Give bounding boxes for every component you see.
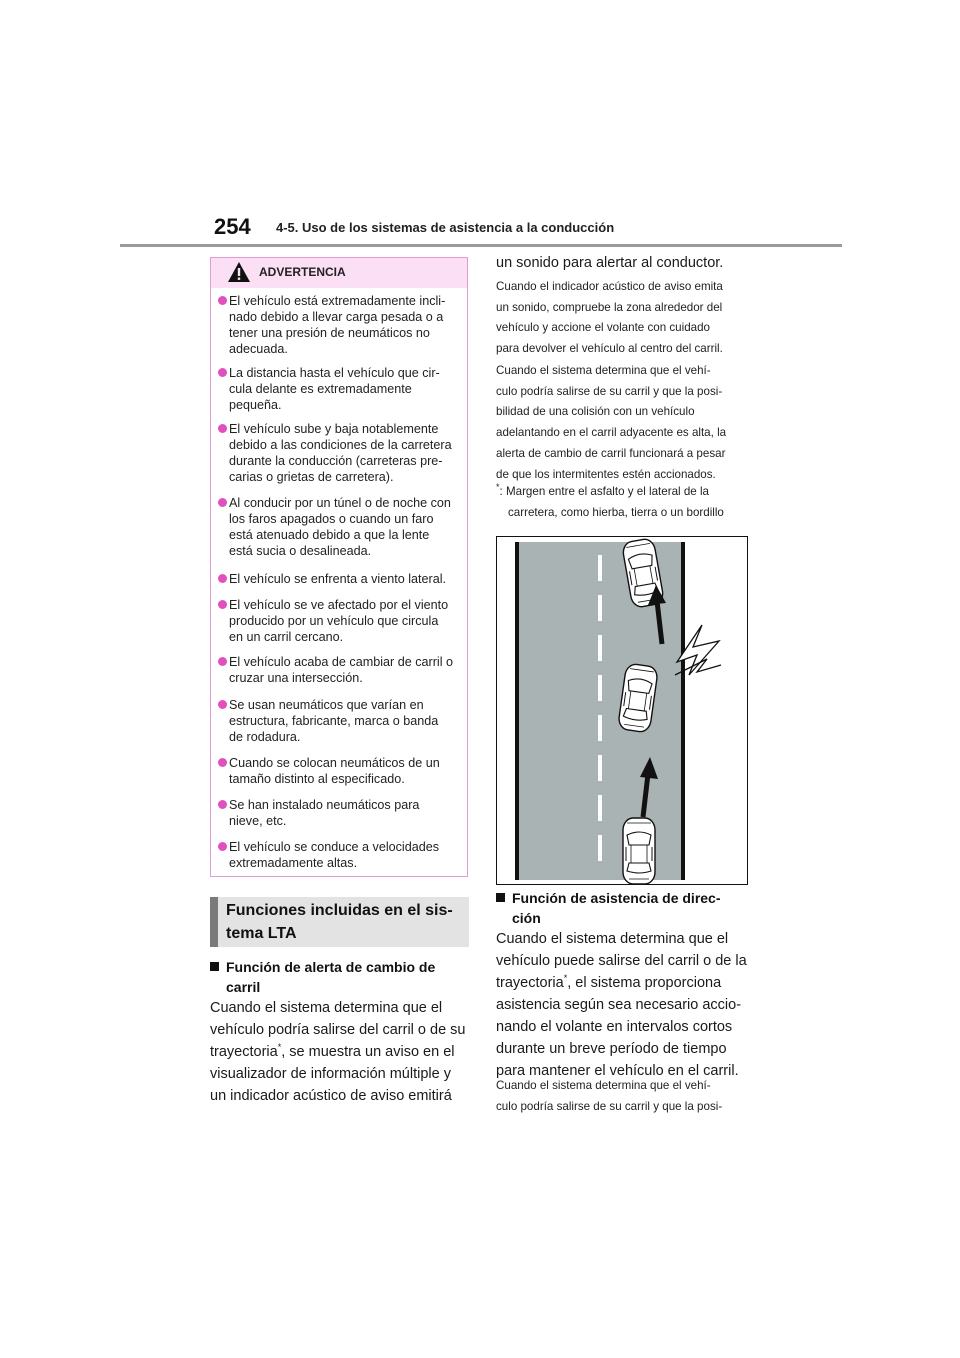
footnote-line bbox=[496, 482, 758, 503]
note-line: Cuando el indicador acústico de aviso emita bbox=[496, 280, 723, 293]
lane-diagram-illustration bbox=[497, 537, 747, 884]
body-line: vehículo puede salirse del carril o de la bbox=[496, 953, 747, 969]
warning-item-line: nado debido a llevar carga pesada o a bbox=[229, 310, 444, 324]
body-line: para mantener el vehículo en el carril. bbox=[496, 1063, 739, 1079]
warning-item-line: tener una presión de neumáticos no bbox=[229, 326, 430, 340]
warning-item-line: extremadamente altas. bbox=[229, 856, 358, 870]
warning-box bbox=[210, 257, 468, 877]
warning-item-line: Se han instalado neumáticos para bbox=[229, 798, 420, 812]
footnote-mark: * bbox=[277, 1042, 282, 1053]
warning-item-line: estructura, fabricante, marca o banda bbox=[229, 714, 439, 728]
lane-diagram bbox=[496, 536, 748, 885]
body-text: trayectoria bbox=[210, 1044, 278, 1060]
note-line: vehículo y accione el volante con cuidado bbox=[496, 321, 710, 335]
bullet-icon bbox=[218, 657, 227, 666]
bullet-icon bbox=[218, 424, 227, 433]
note-line: adelantando en el carril adyacente es alta, la bbox=[496, 426, 727, 440]
warning-header bbox=[211, 258, 467, 288]
body-line: un indicador acústico de aviso emitirá bbox=[210, 1088, 452, 1104]
header-rule bbox=[120, 244, 842, 247]
note-line: alerta de cambio de carril funcionará a pesar bbox=[496, 446, 726, 460]
body-line: un sonido para alertar al conductor. bbox=[496, 255, 724, 271]
warning-item-line: El vehículo se enfrenta a viento lateral. bbox=[229, 572, 447, 586]
warning-item-line: está sucia o desalineada. bbox=[229, 544, 372, 558]
warning-item-line: El vehículo está extremadamente incli- bbox=[229, 294, 446, 308]
note-line: culo podría salirse de su carril y que la posi- bbox=[496, 1099, 723, 1113]
note-paragraph bbox=[496, 361, 758, 485]
vehicle-behind-icon bbox=[623, 818, 655, 884]
body-line: Cuando el sistema determina que el bbox=[210, 1000, 443, 1016]
warning-item-line: tamaño distinto al especificado. bbox=[229, 772, 405, 786]
warning-item-line: cula delante es extremadamente bbox=[229, 382, 412, 396]
road-edge-left bbox=[515, 542, 519, 880]
warning-item-line: nieve, etc. bbox=[229, 814, 287, 828]
warning-item-line: durante la conducción (carreteras pre- bbox=[229, 454, 443, 468]
body-line bbox=[210, 1041, 472, 1063]
bullet-icon bbox=[218, 800, 227, 809]
warning-item-line: Se usan neumáticos que varían en bbox=[229, 698, 424, 712]
footnote-mark: * bbox=[563, 973, 568, 984]
square-bullet-icon bbox=[496, 893, 505, 902]
bullet-icon bbox=[218, 296, 227, 305]
steering-assist-body bbox=[496, 928, 758, 1082]
body-text: , el sistema proporciona bbox=[567, 975, 722, 991]
footnote bbox=[496, 482, 758, 523]
body-text: , se muestra un aviso en el bbox=[281, 1044, 455, 1060]
heading-line: tema LTA bbox=[226, 925, 297, 942]
body-line bbox=[496, 972, 758, 994]
note-line: culo podría salirse de su carril y que la posi- bbox=[496, 384, 723, 398]
note-paragraph bbox=[496, 1076, 758, 1117]
warning-item-line: de rodadura. bbox=[229, 730, 301, 744]
warning-item-line: en un carril cercano. bbox=[229, 630, 344, 644]
heading-line: Funciones incluidas en el sis- bbox=[226, 902, 453, 919]
bullet-icon bbox=[218, 758, 227, 767]
square-bullet-icon bbox=[210, 962, 219, 971]
section-heading bbox=[210, 897, 469, 947]
subheading-line: Función de asistencia de direc- bbox=[512, 890, 721, 906]
bullet-icon bbox=[218, 498, 227, 507]
bullet-icon bbox=[218, 368, 227, 377]
subheading-line: ción bbox=[512, 910, 541, 926]
lane-departure-body bbox=[210, 997, 472, 1107]
warning-item-line: producido por un vehículo que circula bbox=[229, 614, 439, 628]
warning-item-line: cruzar una intersección. bbox=[229, 671, 363, 685]
page-number: 254 bbox=[214, 214, 251, 239]
bullet-icon bbox=[218, 842, 227, 851]
warning-item-line: pequeña. bbox=[229, 398, 282, 412]
note-line: un sonido, compruebe la zona alrededor del bbox=[496, 300, 723, 314]
warning-item-line: adecuada. bbox=[229, 342, 288, 356]
warning-title: ADVERTENCIA bbox=[259, 265, 346, 279]
footnote-mark: * bbox=[496, 482, 500, 493]
warning-item-line: El vehículo se conduce a velocidades bbox=[229, 840, 440, 854]
body-line: durante un breve período de tiempo bbox=[496, 1041, 727, 1057]
body-line: asistencia según sea necesario accio- bbox=[496, 997, 742, 1013]
note-line: de que los intermitentes estén accionados. bbox=[496, 467, 716, 481]
body-line: nando el volante en intervalos cortos bbox=[496, 1019, 733, 1035]
warning-triangle-icon bbox=[227, 261, 251, 283]
subheading-line: carril bbox=[226, 979, 261, 995]
body-line: Cuando el sistema determina que el bbox=[496, 931, 729, 947]
body-line: vehículo podría salirse del carril o de su bbox=[210, 1022, 466, 1038]
body-text: trayectoria bbox=[496, 975, 564, 991]
note-line: para devolver el vehículo al centro del carril. bbox=[496, 342, 723, 356]
footnote-line: carretera, como hierba, tierra o un bordillo bbox=[508, 505, 724, 519]
warning-item-line: La distancia hasta el vehículo que cir- bbox=[229, 366, 440, 380]
warning-item-line: carias o grietas de carretera). bbox=[229, 470, 394, 484]
warning-item-line: los faros apagados o cuando un faro bbox=[229, 512, 434, 526]
section-title: 4-5. Uso de los sistemas de asistencia a la conducción bbox=[276, 220, 615, 235]
note-line: Cuando el sistema determina que el vehí- bbox=[496, 1079, 711, 1092]
warning-item-line: Cuando se colocan neumáticos de un bbox=[229, 756, 440, 770]
note-line: Cuando el sistema determina que el vehí- bbox=[496, 364, 711, 377]
bullet-icon bbox=[218, 700, 227, 709]
warning-item-line: El vehículo sube y baja notablemente bbox=[229, 422, 439, 436]
warning-item-line: Al conducir por un túnel o de noche con bbox=[229, 496, 451, 510]
warning-item-line: El vehículo acaba de cambiar de carril o bbox=[229, 655, 454, 669]
warning-item-line: está atenuado debido a que la lente bbox=[229, 528, 430, 542]
note-paragraph bbox=[496, 277, 758, 360]
footnote-text: : Margen entre el asfalto y el lateral de la bbox=[499, 485, 709, 498]
note-line: bilidad de una colisión con un vehículo bbox=[496, 405, 695, 419]
warning-item-line: debido a las condiciones de la carretera bbox=[229, 438, 452, 452]
bullet-icon bbox=[218, 574, 227, 583]
warning-item-line: El vehículo se ve afectado por el viento bbox=[229, 598, 449, 612]
body-line: visualizador de información múltiple y bbox=[210, 1066, 451, 1082]
subheading-line: Función de alerta de cambio de bbox=[226, 959, 436, 975]
lane-departure-body-cont bbox=[496, 252, 758, 274]
road-edge-right bbox=[681, 542, 685, 880]
bullet-icon bbox=[218, 600, 227, 609]
